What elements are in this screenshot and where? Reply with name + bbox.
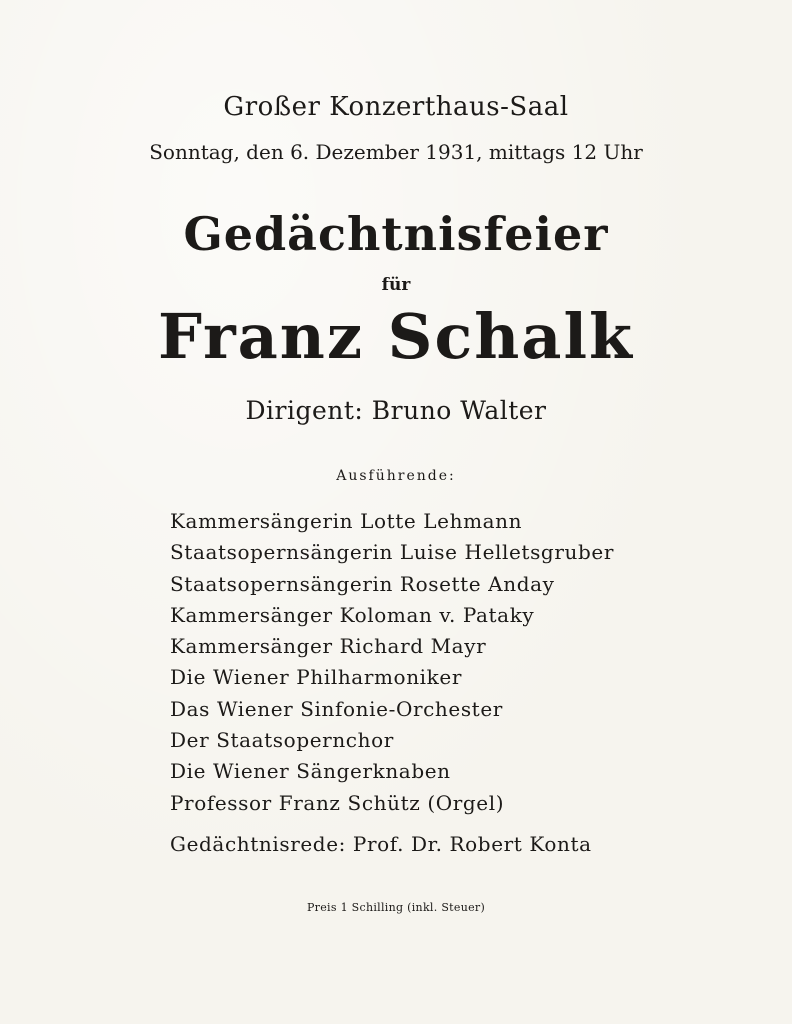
conductor-line: Dirigent: Bruno Walter [245, 396, 547, 425]
performer-item: Staatsopernsängerin Rosette Anday [170, 571, 555, 596]
performer-item: Das Wiener Sinfonie-Orchester [170, 696, 503, 721]
page-title: Gedächtnisfeier [183, 207, 609, 261]
memorial-speech-line: Gedächtnisrede: Prof. Dr. Robert Konta [170, 832, 592, 856]
performer-item: Staatsopernsängerin Luise Helletsgruber [170, 540, 614, 565]
performer-item: Kammersänger Koloman v. Pataky [170, 602, 535, 627]
for-connector: für [381, 275, 411, 295]
performer-item: Die Wiener Sängerknaben [170, 759, 451, 784]
performer-item: Kammersängerin Lotte Lehmann [170, 509, 523, 533]
performer-item: Kammersänger Richard Mayr [170, 634, 487, 659]
honoree-name: Franz Schalk [158, 300, 634, 373]
performers-heading: Ausführende: [336, 468, 456, 484]
event-date: Sonntag, den 6. Dezember 1931, mittags 12 Uhr [149, 140, 643, 164]
price-note: Preis 1 Schilling (inkl. Steuer) [306, 901, 486, 914]
performer-item: Professor Franz Schütz (Orgel) [170, 790, 505, 815]
performer-item: Der Staatsopernchor [170, 728, 394, 753]
performer-item: Die Wiener Philharmoniker [170, 665, 462, 690]
performers-list [170, 506, 614, 819]
venue-heading: Großer Konzerthaus-Saal [223, 92, 569, 122]
